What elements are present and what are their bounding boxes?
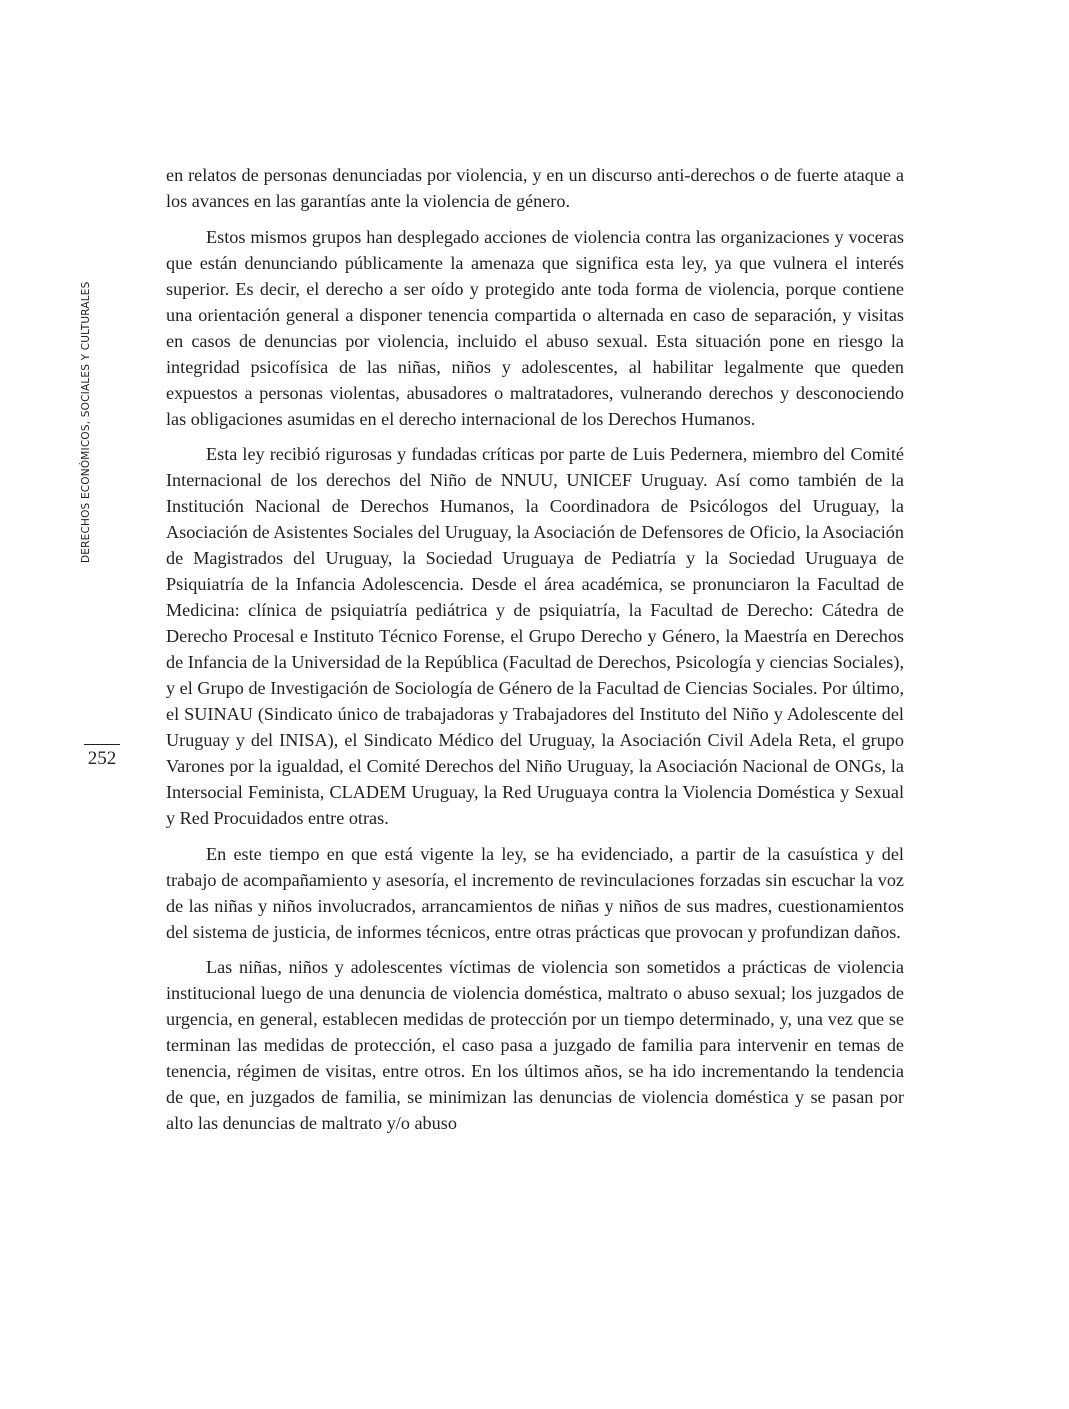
running-header: DERECHOS ECONÓMICOS, SOCIALES Y CULTURALES xyxy=(80,281,92,563)
body-text xyxy=(166,162,904,1146)
page-number: 252 xyxy=(87,748,117,769)
paragraph: Las niñas, niños y adolescentes víctimas de violencia son sometidos a prácticas de violencia institucional luego de una denuncia de violencia doméstica, maltrato o abuso sexual; los juzgados de urgencia, en general, establecen medidas de protección por un tiempo determinado, y, una vez que se terminan las medidas de protección, el caso pasa a juzgado de familia para intervenir en temas de tenencia, régimen de visitas, entre otros. En los últimos años, se ha ido incrementando la tendencia de que, en juzgados de familia, se minimizan las denuncias de violencia doméstica y se pasan por alto las denuncias de maltrato y/o abuso xyxy=(166,957,904,1133)
paragraph-continuation: en relatos de personas denunciadas por violencia, y en un discurso anti-derechos o de fuerte ataque a los avances en las garantías ante la violencia de género. xyxy=(166,165,904,211)
page-number-rule xyxy=(84,744,120,745)
paragraph: Esta ley recibió rigurosas y fundadas críticas por parte de Luis Pedernera, miembro del Comité Internacional de los derechos del Niño de NNUU, UNICEF Uruguay. Así como también de la Institución Nacional de Derechos Humanos, la Coordinadora de Psicólogos del Uruguay, la Asociación de Asistentes Sociales del Uruguay, la Asociación de Defensores de Oficio, la Asociación de Magistrados del Uruguay, la Sociedad Uruguaya de Pediatría y la Sociedad Uruguaya de Psiquiatría de la Infancia Adolescencia. Desde el área académica, se pronunciaron la Facultad de Medicina: clínica de psiquiatría pediátrica y de psiquiatría, la Facultad de Derecho: Cátedra de Derecho Procesal e Instituto Técnico Forense, el Grupo Derecho y Género, la Maestría en Derechos de Infancia de la Universidad de la República (Facultad de Derechos, Psicología y ciencias Sociales), y el Grupo de Investigación de Sociología de Género de la Facultad de Ciencias Sociales. Por último, el SUINAU (Sindicato único de trabajadoras y Trabajadores del Instituto del Niño y Adolescente del Uruguay y del INISA), el Sindicato Médico del Uruguay, la Asociación Civil Adela Reta, el grupo Varones por la igualdad, el Comité Derechos del Niño Uruguay, la Asociación Nacional de ONGs, la Intersocial Feminista, CLADEM Uruguay, la Red Uruguaya contra la Violencia Doméstica y Sexual y Red Procuidados entre otras. xyxy=(166,444,904,828)
page-number-block xyxy=(84,744,120,770)
paragraph: En este tiempo en que está vigente la ley, se ha evidenciado, a partir de la casuística y del trabajo de acompañamiento y asesoría, el incremento de revinculaciones forzadas sin escuchar la voz de las niñas y niños involucrados, arrancamientos de niñas y niños de sus madres, cuestionamientos del sistema de justicia, de informes técnicos, entre otras prácticas que provocan y profundizan daños. xyxy=(166,843,904,942)
paragraph: Estos mismos grupos han desplegado acciones de violencia contra las organizaciones y voceras que están denunciando públicamente la amenaza que significa esta ley, ya que vulnera el interés superior. Es decir, el derecho a ser oído y protegido ante toda forma de violencia, porque contiene una orientación general a disponer tenencia compartida o alternada en caso de separación, y visitas en casos de denuncias por violencia, incluido el abuso sexual. Esta situación pone en riesgo la integridad psicofísica de las niñas, niños y adolescentes, al habilitar legalmente que queden expuestos a personas violentas, abusadores o maltratadores, vulnerando derechos y desconociendo las obligaciones asumidas en el derecho internacional de los Derechos Humanos. xyxy=(166,226,904,429)
